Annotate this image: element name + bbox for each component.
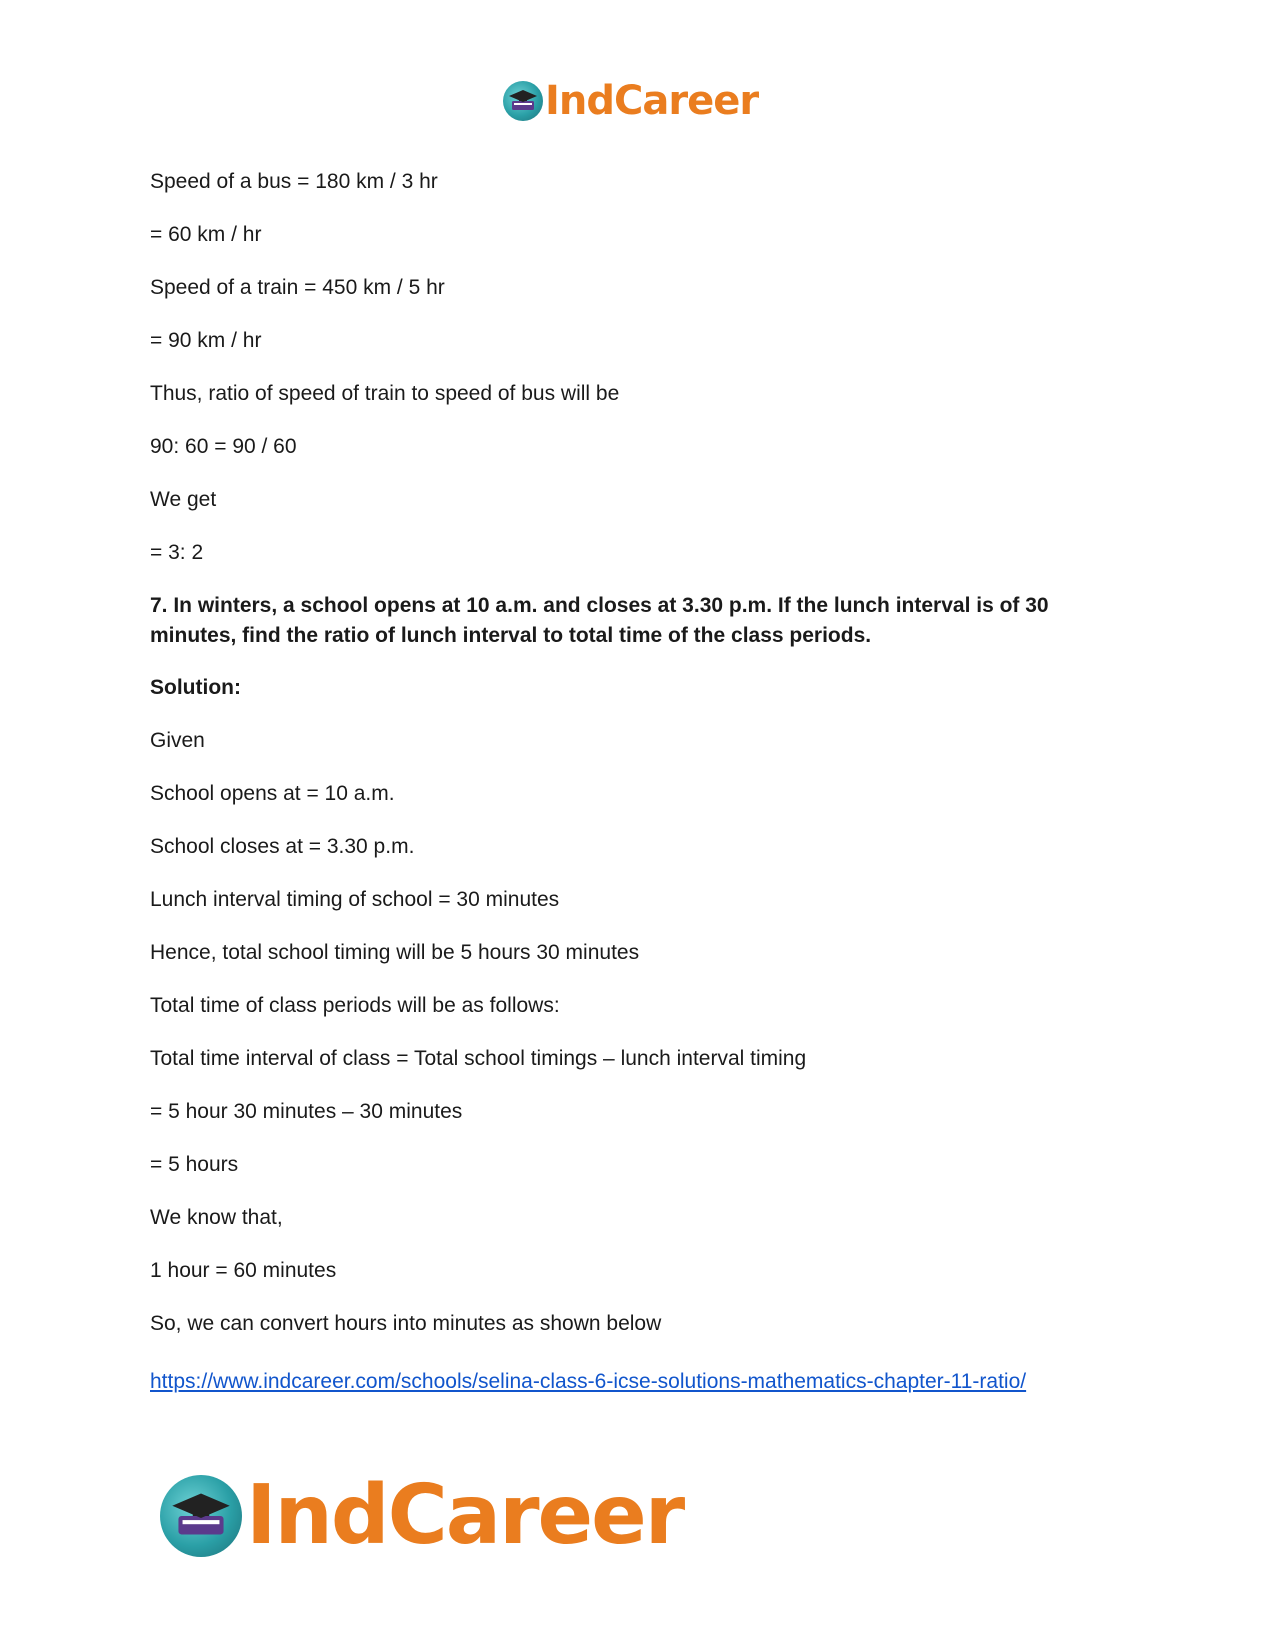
text-line: Given — [150, 729, 205, 752]
text-line: = 5 hours — [150, 1153, 239, 1176]
text-line: Speed of a bus = 180 km / 3 hr — [150, 170, 438, 193]
text-line: 90: 60 = 90 / 60 — [150, 435, 297, 458]
text-line: School opens at = 10 a.m. — [150, 782, 395, 805]
text-line: Hence, total school timing will be 5 hours 30 minutes — [150, 941, 640, 964]
text-line: Total time of class periods will be as follows: — [150, 994, 560, 1017]
solution-label: Solution: — [150, 676, 241, 699]
text-line: We know that, — [150, 1206, 283, 1229]
source-link[interactable]: https://www.indcareer.com/schools/selina-class-6-icse-solutions-mathematics-chapter-11-ratio/ — [150, 1370, 1027, 1393]
text-line: = 5 hour 30 minutes – 30 minutes — [150, 1100, 463, 1123]
text-line: Lunch interval timing of school = 30 minutes — [150, 888, 560, 911]
brand-name: IndCareer — [246, 1468, 684, 1563]
header-logo — [503, 78, 759, 124]
text-line: So, we can convert hours into minutes as shown below — [150, 1312, 662, 1335]
footer-logo — [160, 1468, 684, 1563]
text-line: Total time interval of class = Total school timings – lunch interval timing — [150, 1047, 807, 1070]
text-line: Thus, ratio of speed of train to speed of bus will be — [150, 382, 620, 405]
question-text: 7. In winters, a school opens at 10 a.m. and closes at 3.30 p.m. If the lunch interval is of 30 minutes, find the ratio of lunch interval to total time of the class periods. — [150, 594, 1049, 647]
brand-name: IndCareer — [545, 78, 759, 124]
text-line: = 3: 2 — [150, 541, 204, 564]
graduation-cap-book-icon — [503, 81, 543, 121]
text-line: School closes at = 3.30 p.m. — [150, 835, 415, 858]
text-line: 1 hour = 60 minutes — [150, 1259, 337, 1282]
text-line: Speed of a train = 450 km / 5 hr — [150, 276, 445, 299]
text-line: = 90 km / hr — [150, 329, 262, 352]
graduation-cap-book-icon — [160, 1475, 242, 1557]
text-line: We get — [150, 488, 217, 511]
text-line: = 60 km / hr — [150, 223, 262, 246]
